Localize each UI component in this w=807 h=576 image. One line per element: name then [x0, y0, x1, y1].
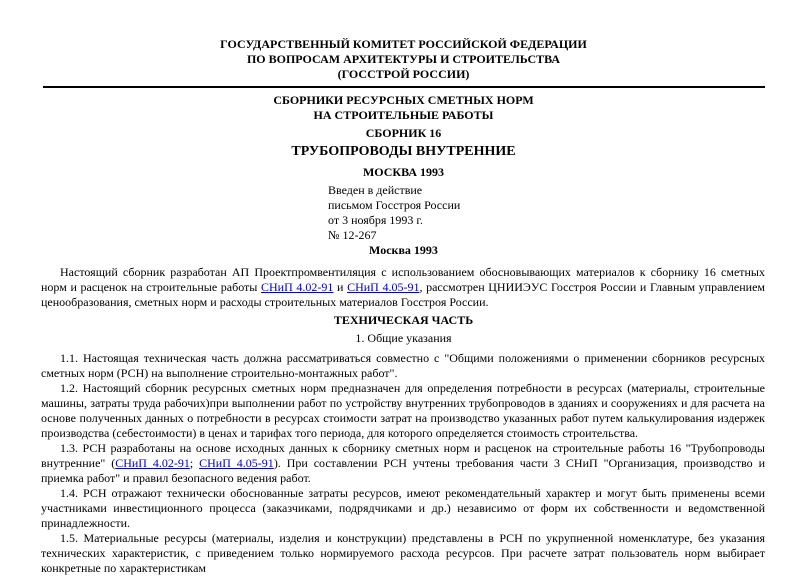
header-line-1: ГОСУДАРСТВЕННЫЙ КОМИТЕТ РОССИЙСКОЙ ФЕДЕРАЦИИ	[220, 37, 587, 51]
paragraph-1-3-sep: ;	[189, 456, 200, 470]
paragraph-1-4: 1.4. РСН отражают технически обоснованные затраты ресурсов, имеют рекомендательный характер и могут быть применены всеми участниками инвестиционного процесса (заказчиками, подрядчиками и др.) независимо от форм их собственности и ведомственной принадлежности.	[41, 486, 765, 530]
city-year-2: Москва 1993	[369, 243, 438, 257]
section-body	[41, 351, 765, 576]
city-year: МОСКВА 1993	[362, 165, 445, 179]
paragraph-1-1: 1.1. Настоящая техническая часть должна рассматриваться совместно с "Общими положениями о применении сборников ресурсных сметных норм (РСН) на выполнение строительно-монтажных работ".	[41, 351, 765, 380]
link-snip-4-05-91-b[interactable]: СНиП 4.05-91	[199, 456, 274, 470]
paragraph-1-3	[41, 441, 765, 486]
paragraph-1-3-text: 1.3. РСН разработаны на основе исходных данных к сборнику сметных норм и расценок на строительные работы 16 "Трубопроводы внутренние" (	[41, 441, 765, 470]
enactment-line-4: № 12-267	[328, 228, 377, 242]
section-title: ТЕХНИЧЕСКАЯ ЧАСТЬ	[333, 313, 474, 327]
title-line-1: СБОРНИКИ РЕСУРСНЫХ СМЕТНЫХ НОРМ	[273, 93, 534, 107]
section-subtitle: 1. Общие указания	[355, 331, 452, 345]
paragraph-1-2: 1.2. Настоящий сборник ресурсных сметных норм предназначен для определения потребности в ресурсах (материалы, строительные машины, затраты труда рабочих)при выполнении работ по устройству внутренних трубопроводов в зданиях и сооружениях и для расчета на основе полученных данных о потребности в ресурсах стоимости затрат на производство указанных работ путем калькулирования издержек производства (себестоимости) в ценах и тарифах того периода, для которого определяется стоимость строительства.	[41, 381, 765, 440]
header-line-2: ПО ВОПРОСАМ АРХИТЕКТУРЫ И СТРОИТЕЛЬСТВА	[246, 52, 561, 66]
document-title: ТРУБОПРОВОДЫ ВНУТРЕННИЕ	[291, 144, 516, 159]
intro-text-end: , рассмотрен ЦНИИЭУС Госстроя России и Главным управлением ценообразования, сметных норм и расходы строительных материалов Госстроя России.	[41, 280, 766, 309]
link-snip-4-02-91-b[interactable]: СНиП 4.02-91	[115, 456, 190, 470]
paragraph-1-3-text-end: ). При составлении РСН учтены требования части 3 СНиП "Организация, производство и приемка работ" и правил безопасного ведения работ.	[41, 456, 765, 485]
paragraph-1-5: 1.5. Материальные ресурсы (материалы, изделия и конструкции) представлены в РСН по укрупненной номенклатуре, без указания технических характеристик, с приведением только нормируемого расхода ресурсов. При расчете затрат пользователь норм выбирает конкретные по характеристикам	[41, 531, 765, 575]
collection-number: СБОРНИК 16	[365, 126, 442, 140]
intro-and: и	[333, 280, 348, 294]
link-snip-4-02-91[interactable]: СНиП 4.02-91	[260, 280, 334, 294]
header-divider	[43, 86, 765, 88]
enactment-line-3: от 3 ноября 1993 г.	[328, 213, 423, 227]
intro-paragraph	[41, 265, 765, 310]
link-snip-4-05-91[interactable]: СНиП 4.05-91	[347, 280, 420, 294]
enactment-line-1: Введен в действие	[328, 183, 423, 197]
header-line-3: (ГОССТРОЙ РОССИИ)	[337, 67, 470, 81]
enactment-line-2: письмом Госстроя России	[328, 198, 461, 212]
enactment-block	[328, 183, 460, 243]
title-line-2: НА СТРОИТЕЛЬНЫЕ РАБОТЫ	[313, 108, 494, 122]
intro-text: Настоящий сборник разработан АП Проектпромвентиляция с использованием обосновывающих материалов к сборнику 16 сметных норм и расценок на строительные работы	[41, 265, 765, 294]
